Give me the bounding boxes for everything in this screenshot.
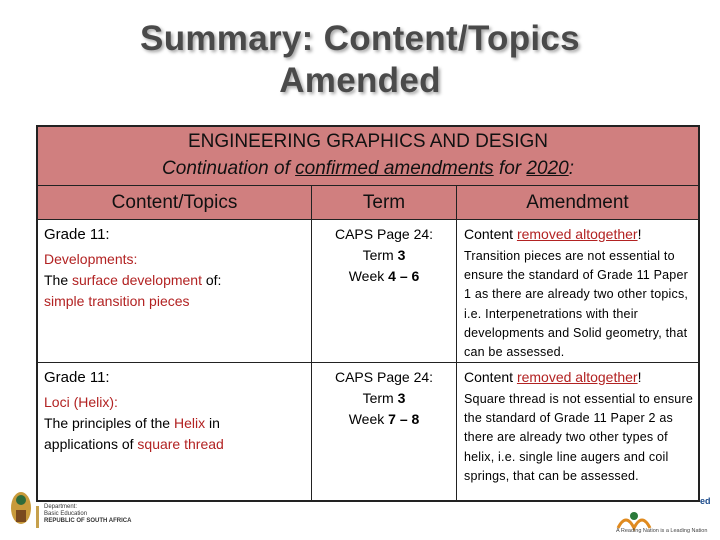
topic-label: Developments: (44, 251, 138, 267)
topic-description: The principles of the Helix in (44, 415, 220, 431)
table-header-band (38, 127, 698, 185)
reading-nation-logo (610, 486, 716, 536)
term-value: Term 3 (362, 390, 406, 406)
divider (456, 186, 457, 500)
department-logo (6, 486, 136, 532)
term-cell (312, 367, 456, 430)
caps-reference: CAPS Page 24: (334, 369, 434, 385)
grade-label: Grade 11: (44, 226, 110, 243)
caps-reference: CAPS Page 24: (334, 226, 434, 242)
column-header-term: Term (312, 186, 456, 219)
amendment-status: Content removed altogether! (464, 226, 642, 242)
amendment-text: Square thread is not essential to ensure the standard of Grade 11 Paper 2 as there are already two other types of helix, i.e. single line augers and coil springs, that can be assessed. (464, 392, 693, 483)
topic-description: The surface development of: (44, 272, 222, 288)
amendment-cell (464, 224, 696, 362)
table-header-caption: Continuation of confirmed amendments for 2020: (162, 158, 574, 179)
title-line-1: Summary: Content/Topics (140, 19, 580, 58)
table-row (44, 224, 306, 312)
amendment-status: Content removed altogether! (464, 369, 642, 385)
divider (38, 219, 698, 220)
divider (38, 185, 698, 186)
amendment-text: Transition pieces are not essential to ensure the standard of Grade 11 Paper 1 as there are already two other topics, i.e. Interpenetrations with their developments and Solid geometry, that can be assessed. (464, 249, 689, 360)
amendments-table (36, 125, 700, 502)
topic-label: Loci (Helix): (44, 394, 118, 410)
week-value: Week 4 – 6 (348, 268, 420, 284)
column-header-amendment: Amendment (457, 186, 698, 219)
department-name: Department: Basic Education REPUBLIC OF SOUTH AFRICA (44, 504, 132, 524)
table-header-subject: ENGINEERING GRAPHICS AND DESIGN (187, 131, 548, 152)
table-row (44, 367, 306, 455)
term-value: Term 3 (362, 247, 406, 263)
page-title (0, 18, 720, 102)
brand-fragment: ed (700, 496, 711, 506)
title-line-2: Amended (279, 61, 441, 100)
topic-description-line2: simple transition pieces (44, 293, 190, 309)
column-header-content: Content/Topics (38, 186, 311, 219)
topic-description-line2: applications of square thread (44, 436, 224, 452)
amendment-cell (464, 367, 696, 486)
slogan: A Reading Nation is a Leading Nation (616, 528, 708, 534)
grade-label: Grade 11: (44, 369, 110, 386)
week-value: Week 7 – 8 (348, 411, 420, 427)
term-cell (312, 224, 456, 287)
